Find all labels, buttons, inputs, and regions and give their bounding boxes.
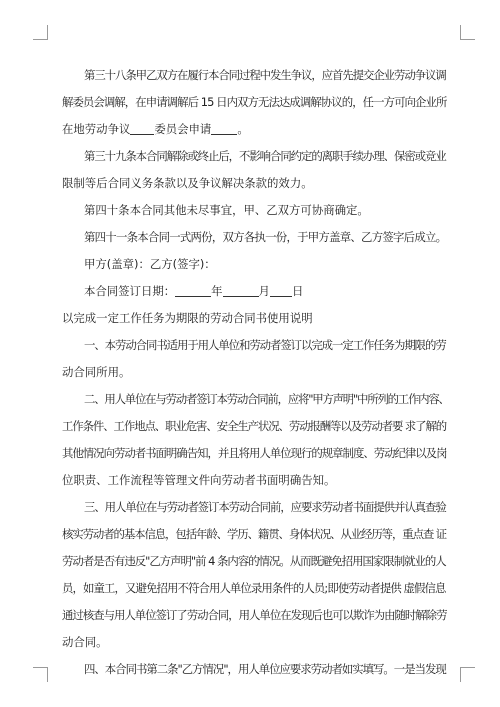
blank-field[interactable] <box>130 122 154 135</box>
article-38-text-b: 委员会申请 <box>154 122 212 136</box>
crop-mark-top-left <box>33 25 48 40</box>
instruction-2-line-3: 其他情况向劳动者书面明确告知，并且将用人单位现行的规章制度、劳动纪律以及岗 <box>62 446 447 460</box>
day-label: 日 <box>291 284 304 298</box>
blank-field[interactable] <box>211 122 237 135</box>
instruction-3-line-3: 劳动者是否有违反"乙方声明"前 4 条内容的情况。从而既避免招用国家限制就业的人 <box>62 554 446 568</box>
crop-mark-bottom-right <box>460 667 475 682</box>
blank-day[interactable] <box>270 284 292 297</box>
instruction-1-line-2: 动合同所用。 <box>62 365 131 379</box>
signature-line: 甲方(盖章)：乙方(签字)： <box>84 257 216 271</box>
article-39-line-1: 第三十九条本合同解除或终止后，不影响合同约定的离职手续办理、保密或竞业 <box>84 149 446 163</box>
article-38-line-1: 第三十八条甲乙双方在履行本合同过程中发生争议，应首先提交企业劳动争议调 <box>84 68 446 82</box>
month-label: 月 <box>258 284 270 298</box>
instruction-3-line-4: 员，如童工，又避免招用不符合用人单位录用条件的人员;即使劳动者提供 虚假信息 <box>62 581 446 595</box>
article-38-line-2: 解委员会调解，在申请调解后 15 日内双方无法达成调解协议的，任一方可向企业所 <box>62 95 447 109</box>
instruction-2-line-1: 二、用人单位在与劳动者签订本劳动合同前，应将"甲方声明"中所列的工作内容、 <box>84 392 449 406</box>
signing-date-line <box>84 284 303 298</box>
instruction-2-line-2: 工作条件、工作地点、职业危害、安全生产状况、劳动报酬等以及劳动者要 求了解的 <box>62 419 447 433</box>
article-38-line-3 <box>62 122 249 136</box>
instruction-3-line-6: 动合同。 <box>62 635 108 649</box>
instruction-2-line-4: 位职责、工作流程等管理文件向劳动者书面明确告知。 <box>62 473 336 487</box>
year-label: 年 <box>211 284 223 298</box>
instruction-1-line-1: 一、本劳动合同书适用于用人单位和劳动者签订以完成一定工作任务为期限的劳 <box>84 338 446 352</box>
article-41: 第四十一条本合同一式两份，双方各执一份，于甲方盖章、乙方签字后成立。 <box>84 230 447 244</box>
blank-year[interactable] <box>175 284 211 297</box>
blank-month[interactable] <box>223 284 259 297</box>
instruction-3-line-5: 通过核查与用人单位签订了劳动合同，用人单位在发现后也可以欺诈为由随时解除劳 <box>62 608 447 622</box>
article-38-text-c: 。 <box>237 122 249 136</box>
instruction-4-line-1: 四、本合同书第二条"乙方情况"，用人单位应要求劳动者如实填写。一是当发现 <box>84 662 446 676</box>
article-40: 第四十条本合同其他未尽事宜，甲、乙双方可协商确定。 <box>84 203 369 217</box>
article-39-line-2: 限制等后合同义务条款以及争议解决条款的效力。 <box>62 176 313 190</box>
instructions-heading: 以完成一定工作任务为期限的劳动合同书使用说明 <box>62 311 313 325</box>
article-38-text-a: 在地劳动争议 <box>62 122 131 136</box>
instruction-3-line-1: 三、用人单位在与劳动者签订本劳动合同前，应要求劳动者书面提供并认真查验 <box>84 500 446 514</box>
crop-mark-top-right <box>460 25 475 40</box>
crop-mark-bottom-left <box>33 667 48 682</box>
signing-date-label: 本合同签订日期： <box>84 284 176 298</box>
instruction-3-line-2: 核实劳动者的基本信息，包括年龄、学历、籍贯、身体状况、从业经历等，重点查 证 <box>62 527 447 541</box>
